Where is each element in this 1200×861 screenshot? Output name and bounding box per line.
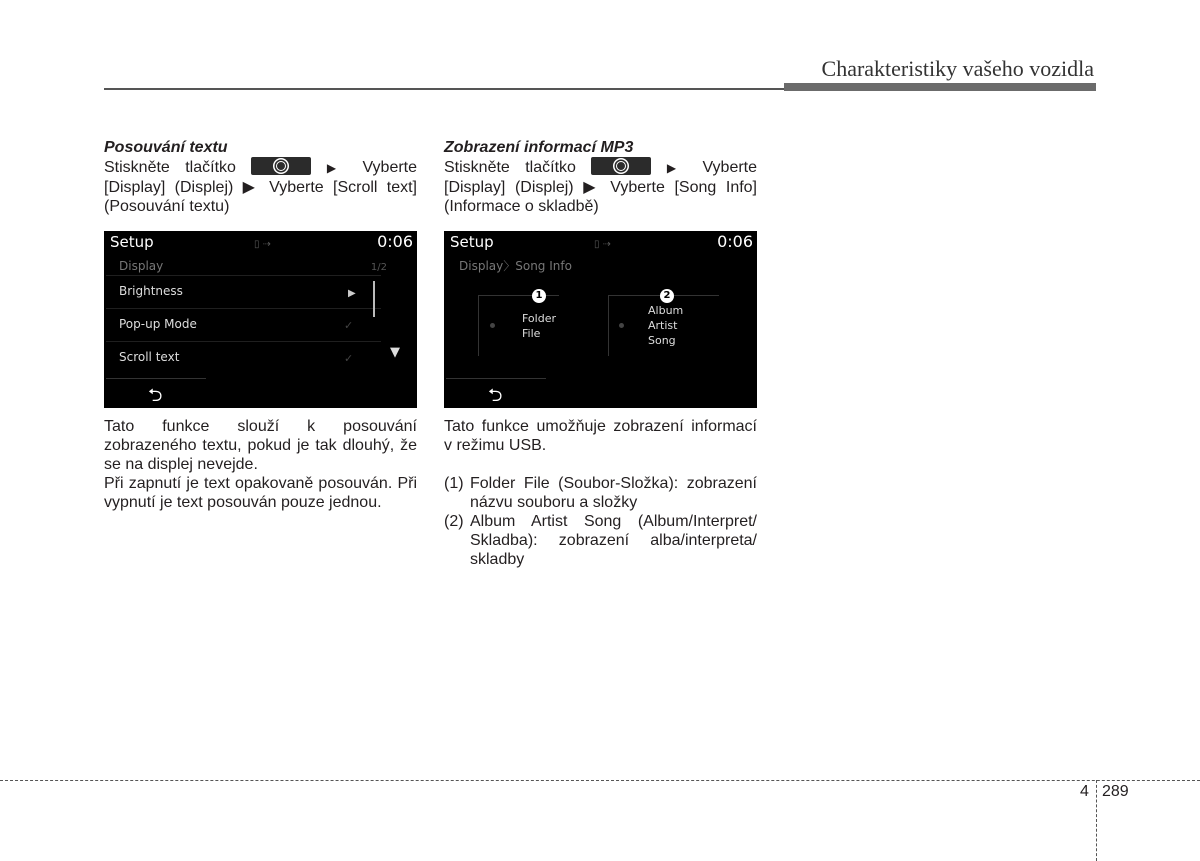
chapter-number: 4 xyxy=(1080,783,1089,800)
status-icons: ▯ ⇢ xyxy=(594,239,612,250)
number-badge: 1 xyxy=(532,289,546,303)
back-icon[interactable]: ⮌ xyxy=(148,385,163,406)
instruction-text: Stiskněte tlačítko xyxy=(444,159,576,176)
screen-title: Setup xyxy=(450,233,494,251)
option-line: Album xyxy=(648,304,684,317)
number-badge: 2 xyxy=(660,289,674,303)
instruction-line xyxy=(444,157,757,178)
song-info-screen xyxy=(444,231,757,408)
option-text xyxy=(522,311,556,341)
list-item xyxy=(444,512,757,569)
check-icon: ✓ xyxy=(344,319,354,332)
instruction-line xyxy=(104,157,417,178)
page-indicator: 1/2 xyxy=(370,262,387,273)
header-rule-thick xyxy=(784,83,1096,91)
option-text xyxy=(648,303,683,348)
instruction-line-3: (Informace o skladbě) xyxy=(444,198,599,215)
instruction-line-2: [Display] (Displej) ▶ Vyberte [Song Info] xyxy=(444,179,757,196)
section-heading: Zobrazení informací MP3 xyxy=(444,139,634,156)
list-text: Album Artist Song (Album/Interpret/ Skladba): zobrazení alba/interpreta/ skladby xyxy=(470,513,757,568)
row-divider xyxy=(106,308,381,309)
menu-item-scroll-text[interactable]: Scroll text xyxy=(119,350,180,364)
menu-item-brightness[interactable]: Brightness xyxy=(119,284,183,298)
play-arrow-icon: ▶ xyxy=(348,288,356,299)
screen-subtitle: Display xyxy=(119,259,164,273)
description-paragraph: Při zapnutí je text opakovaně posouván. Při vypnutí je text posouván pouze jednou. xyxy=(104,475,417,511)
option-line: File xyxy=(522,327,541,340)
check-icon: ✓ xyxy=(344,352,354,365)
instruction-text: Stiskněte tlačítko xyxy=(104,159,236,176)
instruction-line-3: (Posouvání textu) xyxy=(104,198,230,215)
triangle-icon: ▶ xyxy=(666,161,688,175)
screen-title: Setup xyxy=(110,233,154,251)
option-line: Artist xyxy=(648,319,678,332)
instruction-line-2: [Display] (Displej) ▶ Vyberte [Scroll text] xyxy=(104,179,417,196)
description-paragraph: Tato funkce slouží k posouvání zobrazeného textu, pokud je tak dlouhý, že se na displej nevejde. xyxy=(104,418,417,473)
left-column xyxy=(104,138,417,512)
list-number: (1) xyxy=(444,475,464,492)
section-heading: Posouvání textu xyxy=(104,139,228,156)
footer-divider xyxy=(1096,780,1097,861)
option-line: Song xyxy=(648,334,676,347)
instruction-text: Vyberte xyxy=(702,159,758,176)
option-line: Folder xyxy=(522,312,556,325)
list-number: (2) xyxy=(444,513,464,530)
running-header: Charakteristiky vašeho vozidla xyxy=(821,56,1094,81)
back-icon[interactable]: ⮌ xyxy=(488,385,503,406)
header-rule xyxy=(104,88,786,90)
breadcrumb: Display〉Song Info xyxy=(459,259,572,273)
list-text: Folder File (Soubor-Složka): zobrazení názvu souboru a složky xyxy=(470,475,757,511)
triangle-icon: ▶ xyxy=(326,161,348,175)
setup-display-screen xyxy=(104,231,417,408)
page-number: 289 xyxy=(1102,783,1129,800)
screen-clock: 0:06 xyxy=(377,232,413,251)
status-icons: ▯ ⇢ xyxy=(254,239,272,250)
gear-icon xyxy=(276,161,286,171)
setup-button-graphic xyxy=(251,157,311,175)
description-paragraph: Tato funkce umožňuje zobrazení informací v režimu USB. xyxy=(444,418,757,454)
setup-button-graphic xyxy=(591,157,651,175)
menu-item-popup-mode[interactable]: Pop-up Mode xyxy=(119,317,197,331)
footer-rule xyxy=(0,780,1200,781)
right-column xyxy=(444,138,757,569)
scroll-down-icon[interactable]: ▼ xyxy=(390,345,400,360)
row-divider xyxy=(106,275,381,276)
instruction-text: Vyberte xyxy=(362,159,418,176)
gear-icon xyxy=(616,161,626,171)
screen-clock: 0:06 xyxy=(717,232,753,251)
radio-icon xyxy=(619,323,624,328)
list-item xyxy=(444,474,757,512)
radio-icon xyxy=(490,323,495,328)
row-divider xyxy=(106,341,381,342)
spacer xyxy=(444,455,757,474)
scrollbar[interactable] xyxy=(373,281,375,317)
